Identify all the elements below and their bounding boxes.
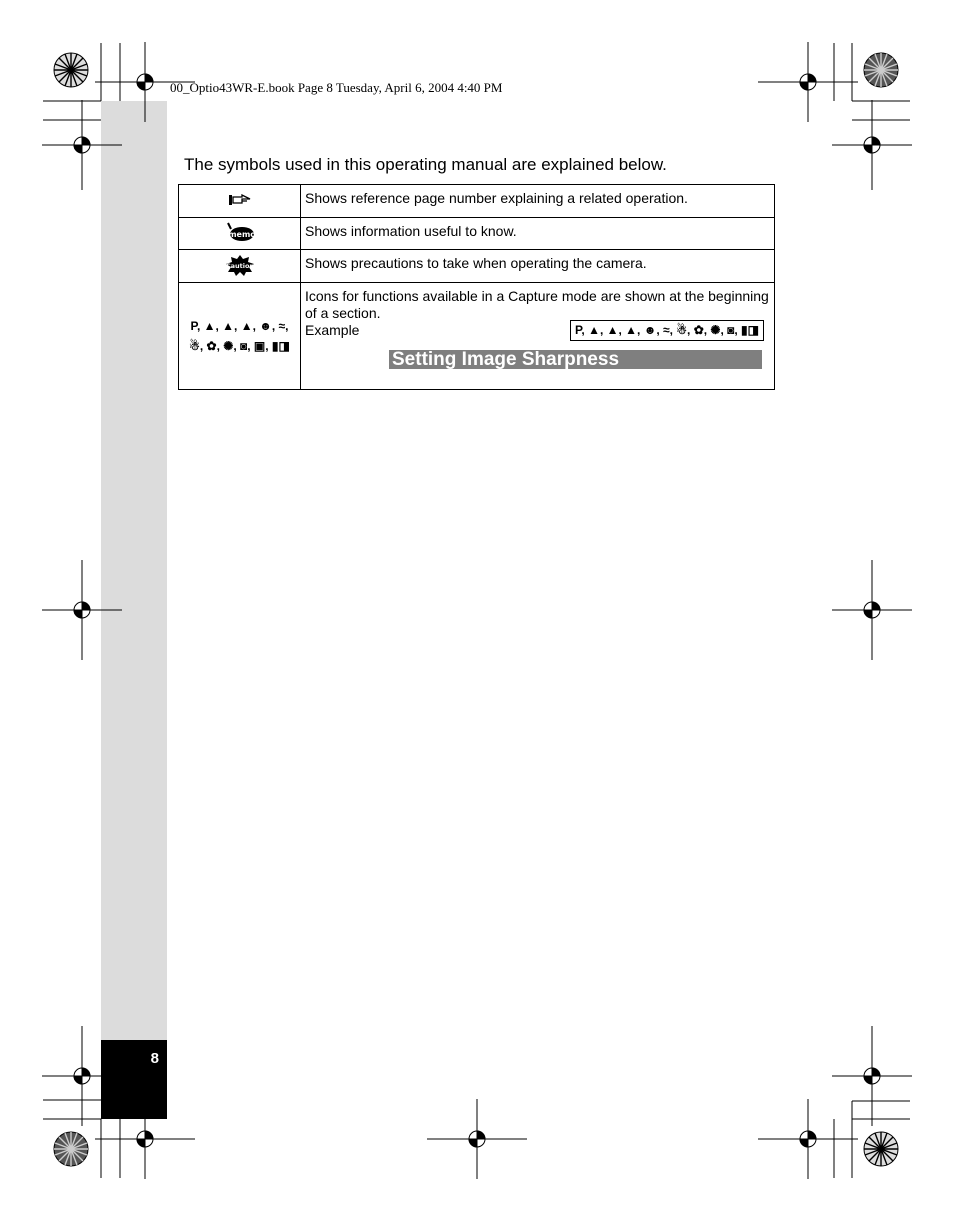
caution-icon	[225, 263, 255, 279]
capture-mode-icons: P, ▲, ▲, ▲, ☻, ≈, ☃, ✿, ✺, ◙, ▣, ▮◨	[189, 319, 290, 353]
icon-cell	[179, 283, 301, 390]
table-row	[179, 283, 775, 390]
svg-text:memo: memo	[227, 230, 255, 239]
print-header: 00_Optio43WR-E.book Page 8 Tuesday, April 6, 2004 4:40 PM	[170, 80, 503, 95]
example-label: Example	[305, 322, 360, 338]
icon-cell	[179, 218, 301, 250]
row-description: Shows information useful to know.	[301, 218, 775, 250]
table-row	[179, 185, 775, 218]
page-number: 8	[150, 1050, 159, 1067]
icon-cell	[179, 185, 301, 218]
svg-text:Caution: Caution	[225, 261, 254, 270]
example-row	[305, 322, 770, 344]
intro-text: The symbols used in this operating manual are explained below.	[184, 155, 667, 174]
example-section-title: Setting Image Sharpness	[389, 350, 762, 369]
symbols-table	[178, 184, 775, 390]
row-description	[301, 283, 775, 390]
table-row	[179, 250, 775, 283]
memo-icon	[225, 230, 255, 246]
row-description: Shows reference page number explaining a related operation.	[301, 185, 775, 218]
reference-hand-icon	[228, 193, 252, 209]
mode-description: Icons for functions available in a Capture mode are shown at the beginning of a section.	[305, 288, 769, 321]
row-description: Shows precautions to take when operating the camera.	[301, 250, 775, 283]
example-mode-icons: P, ▲, ▲, ▲, ☻, ≈, ☃, ✿, ✺, ◙, ▮◨	[570, 320, 764, 341]
icon-cell	[179, 250, 301, 283]
table-row	[179, 218, 775, 250]
